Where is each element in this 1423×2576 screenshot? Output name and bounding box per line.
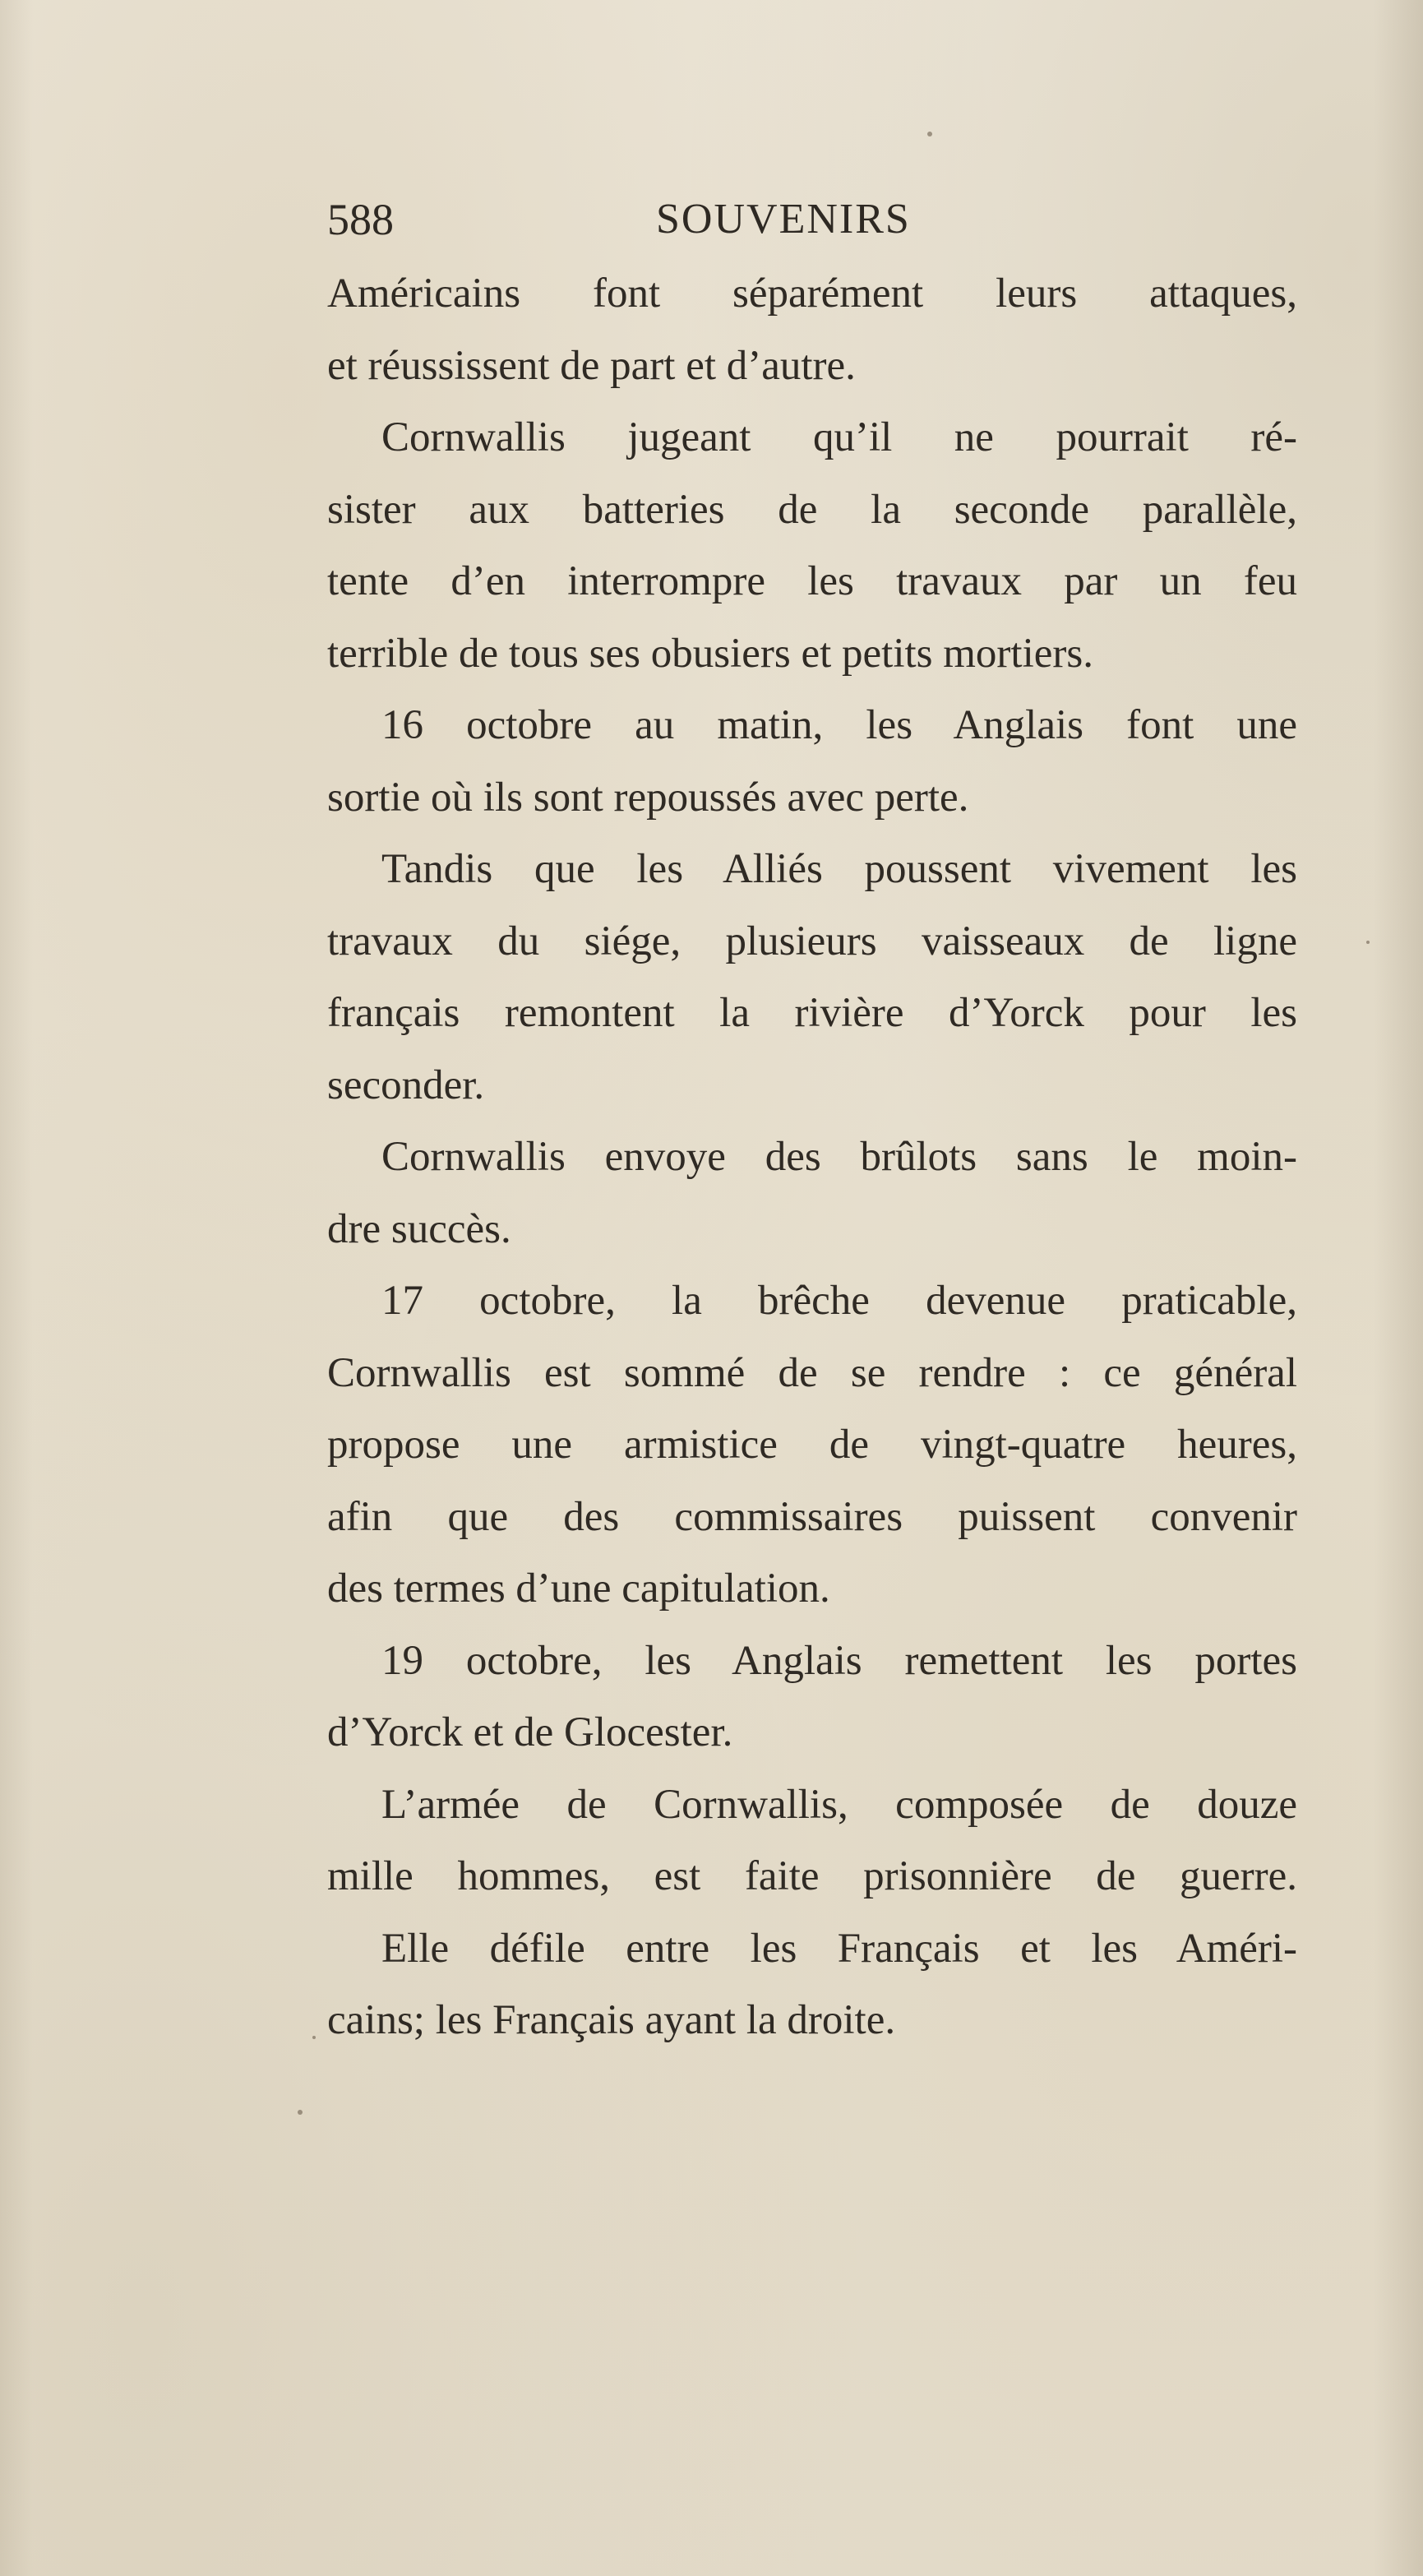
text-line: 19 octobre, les Anglais remettent les portes	[381, 1637, 1297, 1684]
text-line: terrible de tous ses obusiers et petits mortiers.	[327, 630, 1093, 677]
paper-speck	[298, 2110, 303, 2115]
text-line: et réussissent de part et d’autre.	[327, 342, 856, 389]
running-head: SOUVENIRS	[656, 196, 911, 243]
page-number: 588	[327, 195, 394, 244]
text-line: Elle défile entre les Français et les Améri-	[381, 1925, 1297, 1972]
text-line: cains; les Français ayant la droite.	[327, 1997, 896, 2043]
text-line: propose une armistice de vingt-quatre heures,	[327, 1422, 1297, 1468]
text-line: Tandis que les Alliés poussent vivement les	[381, 846, 1297, 892]
text-line: sortie où ils sont repoussés avec perte.	[327, 774, 969, 821]
text-line: 17 octobre, la brêche devenue praticable,	[381, 1278, 1297, 1324]
text-line: des termes d’une capitulation.	[327, 1565, 830, 1612]
paper-speck	[1366, 941, 1370, 944]
text-line: dre succès.	[327, 1205, 511, 1252]
text-line: d’Yorck et de Glocester.	[327, 1709, 733, 1755]
page-header	[327, 191, 1297, 248]
text-line: travaux du siége, plusieurs vaisseaux de ligne	[327, 918, 1297, 964]
text-line: sister aux batteries de la seconde parallèle,	[327, 486, 1297, 533]
text-line: seconder.	[327, 1061, 485, 1108]
text-line: 16 octobre au matin, les Anglais font une	[381, 702, 1297, 748]
text-line: Américains font séparément leurs attaques,	[327, 271, 1297, 317]
page-gutter-shade	[0, 0, 33, 2576]
paper-speck	[312, 2036, 316, 2039]
text-line: français remontent la rivière d’Yorck pour les	[327, 990, 1297, 1036]
text-line: tente d’en interrompre les travaux par un feu	[327, 558, 1297, 604]
text-line: mille hommes, est faite prisonnière de guerre.	[327, 1853, 1297, 1899]
text-line: Cornwallis est sommé de se rendre : ce général	[327, 1349, 1297, 1396]
body-text	[327, 258, 1297, 2057]
paper-speck	[927, 132, 932, 136]
text-line: Cornwallis envoye des brûlots sans le moin-	[381, 1134, 1297, 1180]
text-line: L’armée de Cornwallis, composée de douze	[381, 1781, 1297, 1828]
text-line: afin que des commissaires puissent convenir	[327, 1493, 1297, 1540]
text-line: Cornwallis jugeant qu’il ne pourrait ré-	[381, 414, 1297, 460]
page-edge-shade	[1374, 0, 1423, 2576]
